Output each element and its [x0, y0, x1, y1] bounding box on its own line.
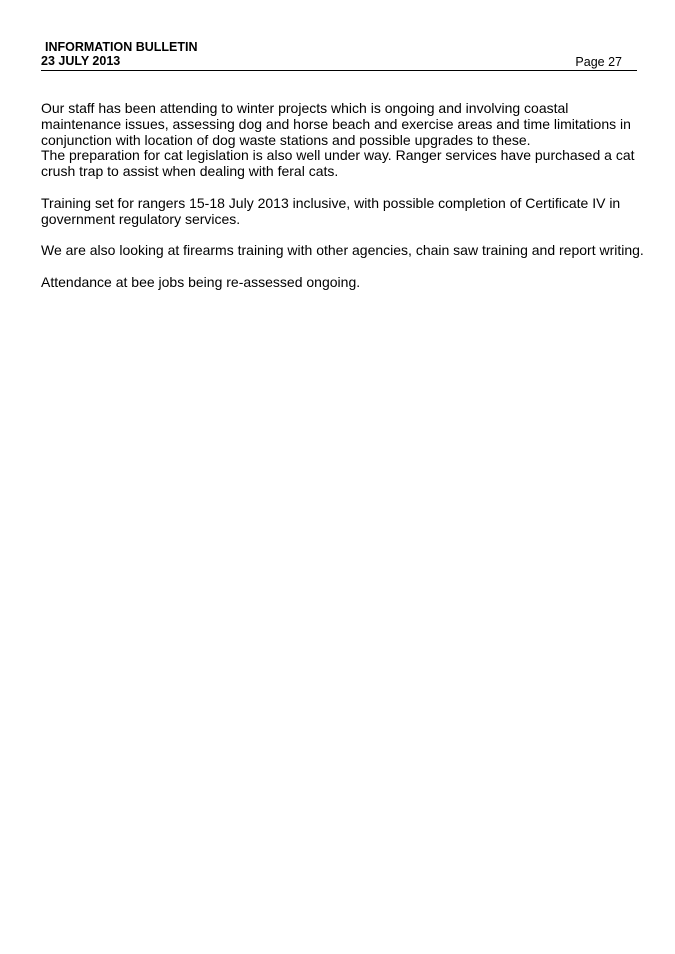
paragraph-training [41, 196, 641, 228]
text-line: maintenance issues, assessing dog and horse beach and exercise areas and time limitations in [41, 115, 631, 132]
text-line: conjunction with location of dog waste stations and possible upgrades to these. [41, 131, 531, 148]
bulletin-title: INFORMATION BULLETIN [45, 40, 198, 54]
paragraph-bee-jobs [41, 275, 641, 291]
text-line: Our staff has been attending to winter projects which is ongoing and involving coastal [41, 100, 569, 116]
paragraph-firearms-training [41, 242, 644, 259]
page-number: Page 27 [575, 55, 622, 69]
text-line: Attendance at bee jobs being re-assessed ongoing. [41, 273, 361, 290]
text-line: The preparation for cat legislation is also well under way. Ranger services have purchased a cat [41, 147, 635, 164]
bulletin-date: 23 JULY 2013 [41, 54, 121, 68]
text-line: government regulatory services. [41, 210, 241, 227]
text-line: Training set for rangers 15-18 July 2013 inclusive, with possible completion of Certificate IV in [41, 194, 621, 211]
paragraph-staff-projects [41, 101, 641, 180]
text-line: crush trap to assist when dealing with feral cats. [41, 163, 339, 180]
body-text [41, 100, 644, 306]
text-line: We are also looking at firearms training with other agencies, chain saw training and report writing. [41, 242, 644, 259]
page-header [41, 40, 637, 71]
